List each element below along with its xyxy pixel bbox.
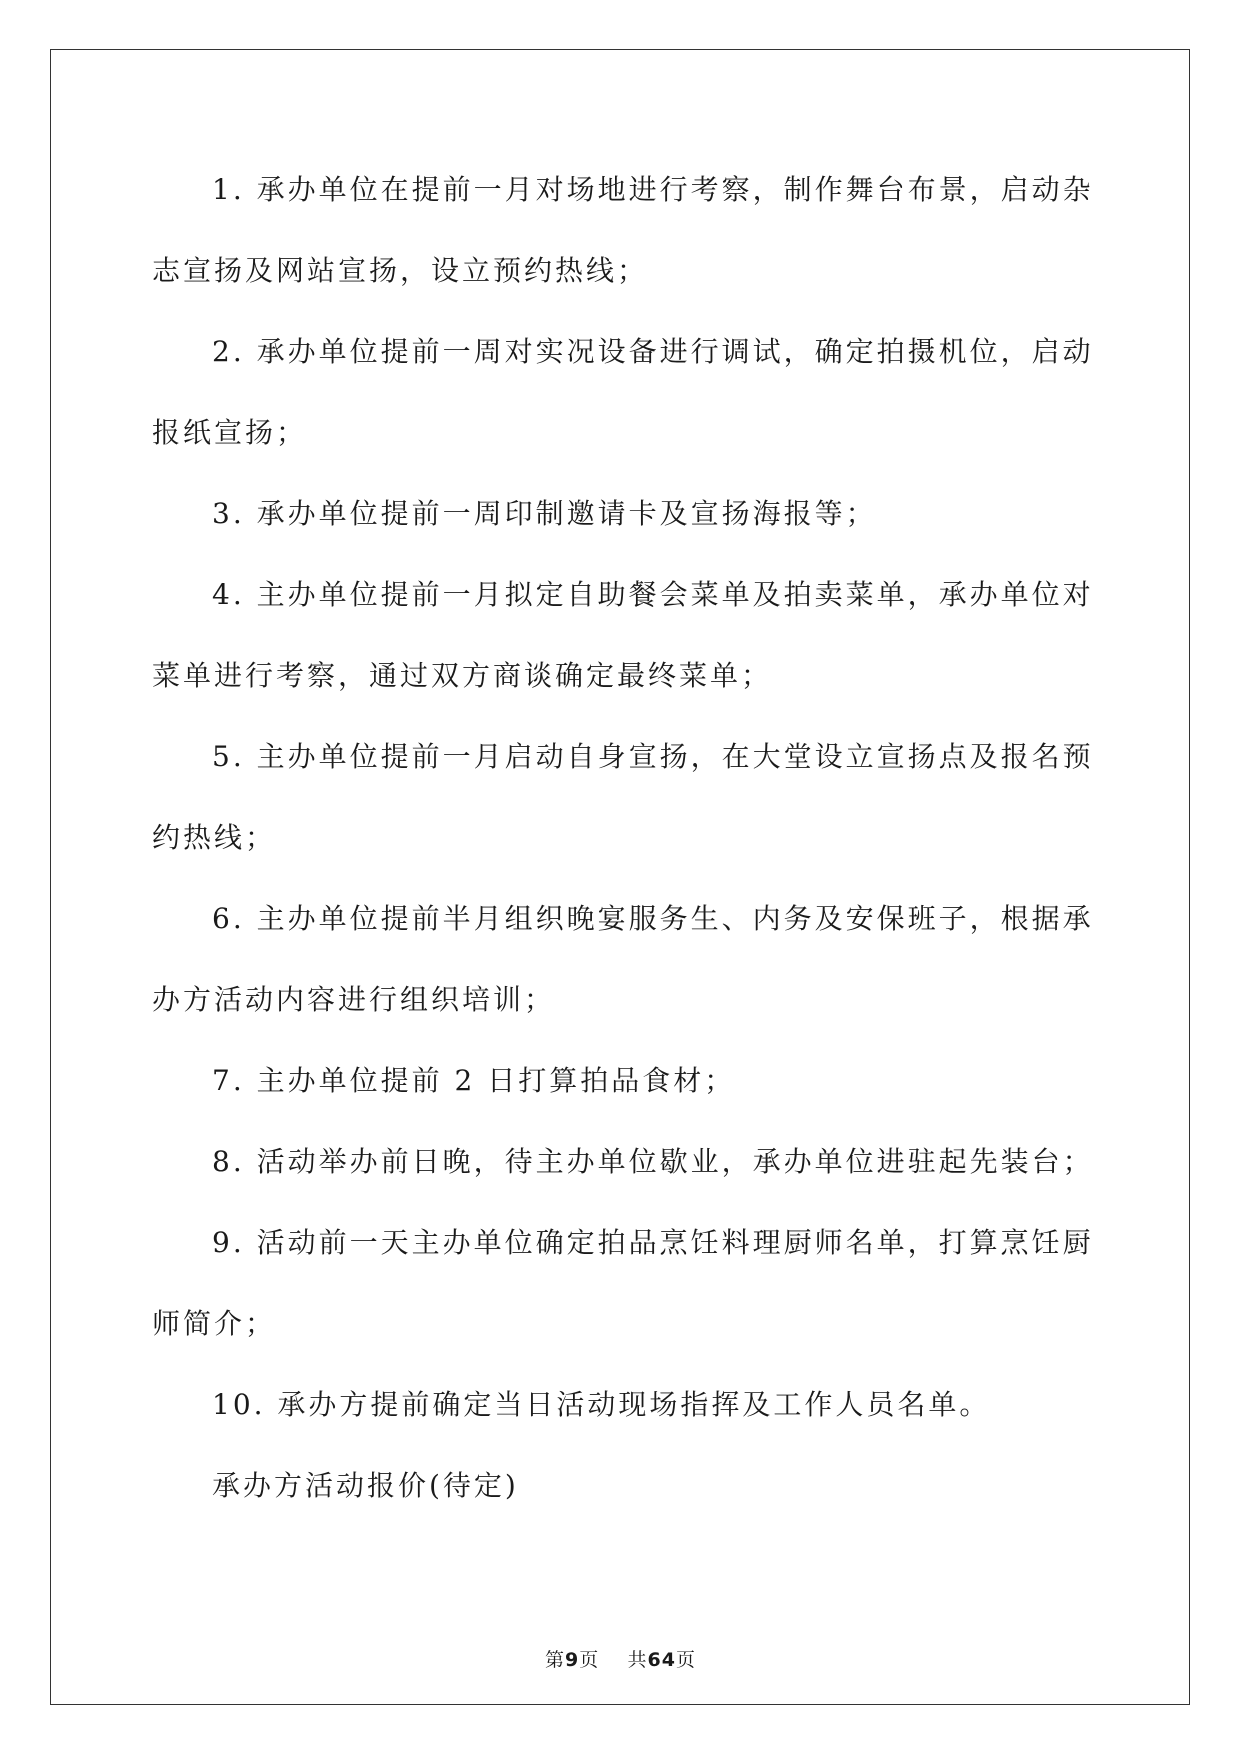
list-item-8: 8. 活动举办前日晚，待主办单位歇业，承办单位进驻起先装台； — [212, 1145, 1094, 1178]
list-item-6-line-1: 6. 主办单位提前半月组织晚宴服务生、内务及安保班子，根据承 — [212, 902, 1094, 935]
footer-prefix: 第 — [545, 1649, 566, 1671]
section-heading-quote: 承办方活动报价(待定) — [212, 1469, 519, 1502]
list-item-2-line-2: 报纸宣扬； — [152, 416, 308, 449]
page-footer — [0, 1645, 1241, 1672]
total-page-count: 64 — [647, 1649, 676, 1671]
footer-total-suffix: 页 — [675, 1649, 696, 1671]
list-item-9-line-2: 师简介； — [152, 1307, 277, 1340]
footer-total-prefix: 共 — [627, 1649, 648, 1671]
list-item-2-line-1: 2. 承办单位提前一周对实况设备进行调试，确定拍摄机位，启动 — [212, 335, 1094, 368]
list-item-5-line-1: 5. 主办单位提前一月启动自身宣扬，在大堂设立宣扬点及报名预 — [212, 740, 1094, 773]
list-item-9-line-1: 9. 活动前一天主办单位确定拍品烹饪料理厨师名单，打算烹饪厨 — [212, 1226, 1094, 1259]
list-item-1-line-2: 志宣扬及网站宣扬，设立预约热线； — [152, 254, 649, 287]
document-body — [152, 160, 1094, 1537]
list-item-4-line-2: 菜单进行考察，通过双方商谈确定最终菜单； — [152, 659, 773, 692]
list-item-10: 10. 承办方提前确定当日活动现场指挥及工作人员名单。 — [212, 1388, 991, 1421]
footer-page-suffix: 页 — [579, 1649, 600, 1671]
list-item-6-line-2: 办方活动内容进行组织培训； — [152, 983, 556, 1016]
list-item-4-line-1: 4. 主办单位提前一月拟定自助餐会菜单及拍卖菜单，承办单位对 — [212, 578, 1094, 611]
list-item-3: 3. 承办单位提前一周印制邀请卡及宣扬海报等； — [212, 497, 877, 530]
current-page-number: 9 — [565, 1649, 580, 1671]
list-item-1-line-1: 1. 承办单位在提前一月对场地进行考察，制作舞台布景，启动杂 — [212, 173, 1094, 206]
list-item-5-line-2: 约热线； — [152, 821, 277, 854]
list-item-7: 7. 主办单位提前 2 日打算拍品食材； — [212, 1064, 736, 1097]
